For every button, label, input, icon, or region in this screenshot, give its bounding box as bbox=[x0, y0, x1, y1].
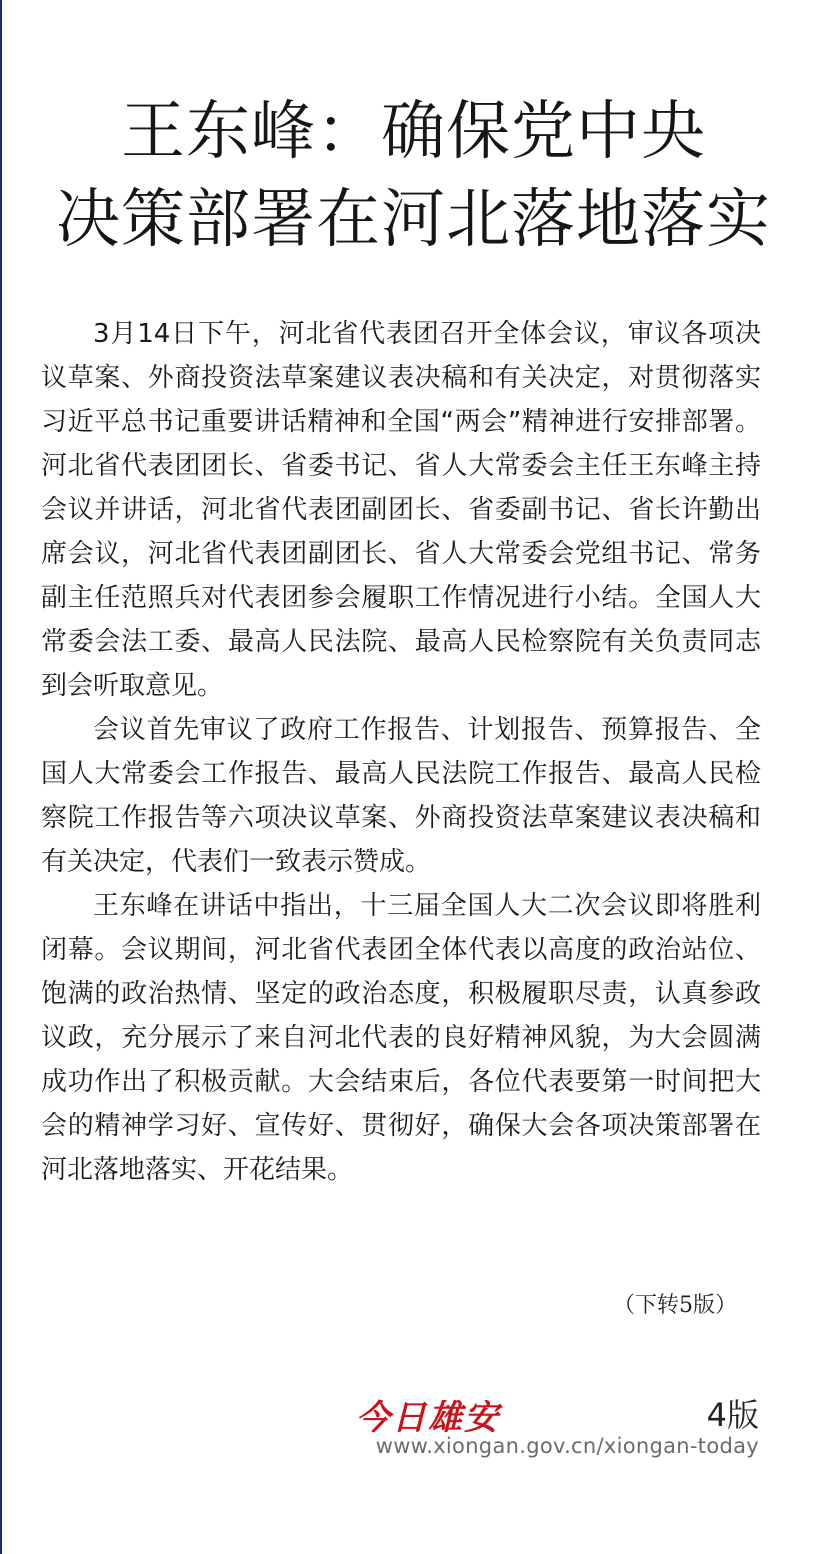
article-paragraph-3: 王东峰在讲话中指出，十三届全国人大二次会议即将胜利闭幕。会议期间，河北省代表团全体代表以高度的政治站位、饱满的政治热情、坚定的政治态度，积极履职尽责，认真参政议政，充分展示了来自河北代表的良好精神风貌，为大会圆满成功作出了积极贡献。大会结束后，各位代表要第一时间把大会的精神学习好、宣传好、贯彻好，确保大会各项决策部署在河北落地落实、开花结果。 bbox=[41, 891, 761, 1185]
headline-line-2: 决策部署在河北落地落实 bbox=[56, 183, 771, 257]
headline bbox=[20, 88, 807, 264]
headline-line-1: 王东峰：确保党中央 bbox=[121, 95, 706, 169]
article-paragraph-2: 会议首先审议了政府工作报告、计划报告、预算报告、全国人大常委会工作报告、最高人民法院工作报告、最高人民检察院工作报告等六项决议草案、外商投资法草案建议表决稿和有关决定，代表们一致表示赞成。 bbox=[41, 715, 761, 877]
article-paragraph-1: 3月14日下午，河北省代表团召开全体会议，审议各项决议草案、外商投资法草案建议表决稿和有关决定，对贯彻落实习近平总书记重要讲话精神和全国“两会”精神进行安排部署。河北省代表团团长、省委书记、省人大常委会主任王东峰主持会议并讲话，河北省代表团副团长、省委副书记、省长许勤出席会议，河北省代表团副团长、省人大常委会党组书记、常务副主任范照兵对代表团参会履职工作情况进行小结。全国人大常委会法工委、最高人民法院、最高人民检察院有关负责同志到会听取意见。 bbox=[41, 319, 761, 701]
continued-note: （下转5版） bbox=[613, 1293, 737, 1318]
footer-url: www.xiongan.gov.cn/xiongan-today bbox=[375, 1434, 759, 1458]
publication-logo: 今日雄安 bbox=[356, 1398, 500, 1438]
article-body bbox=[41, 312, 761, 1192]
left-border-rule bbox=[0, 0, 2, 1554]
page-number: 4版 bbox=[706, 1396, 759, 1434]
